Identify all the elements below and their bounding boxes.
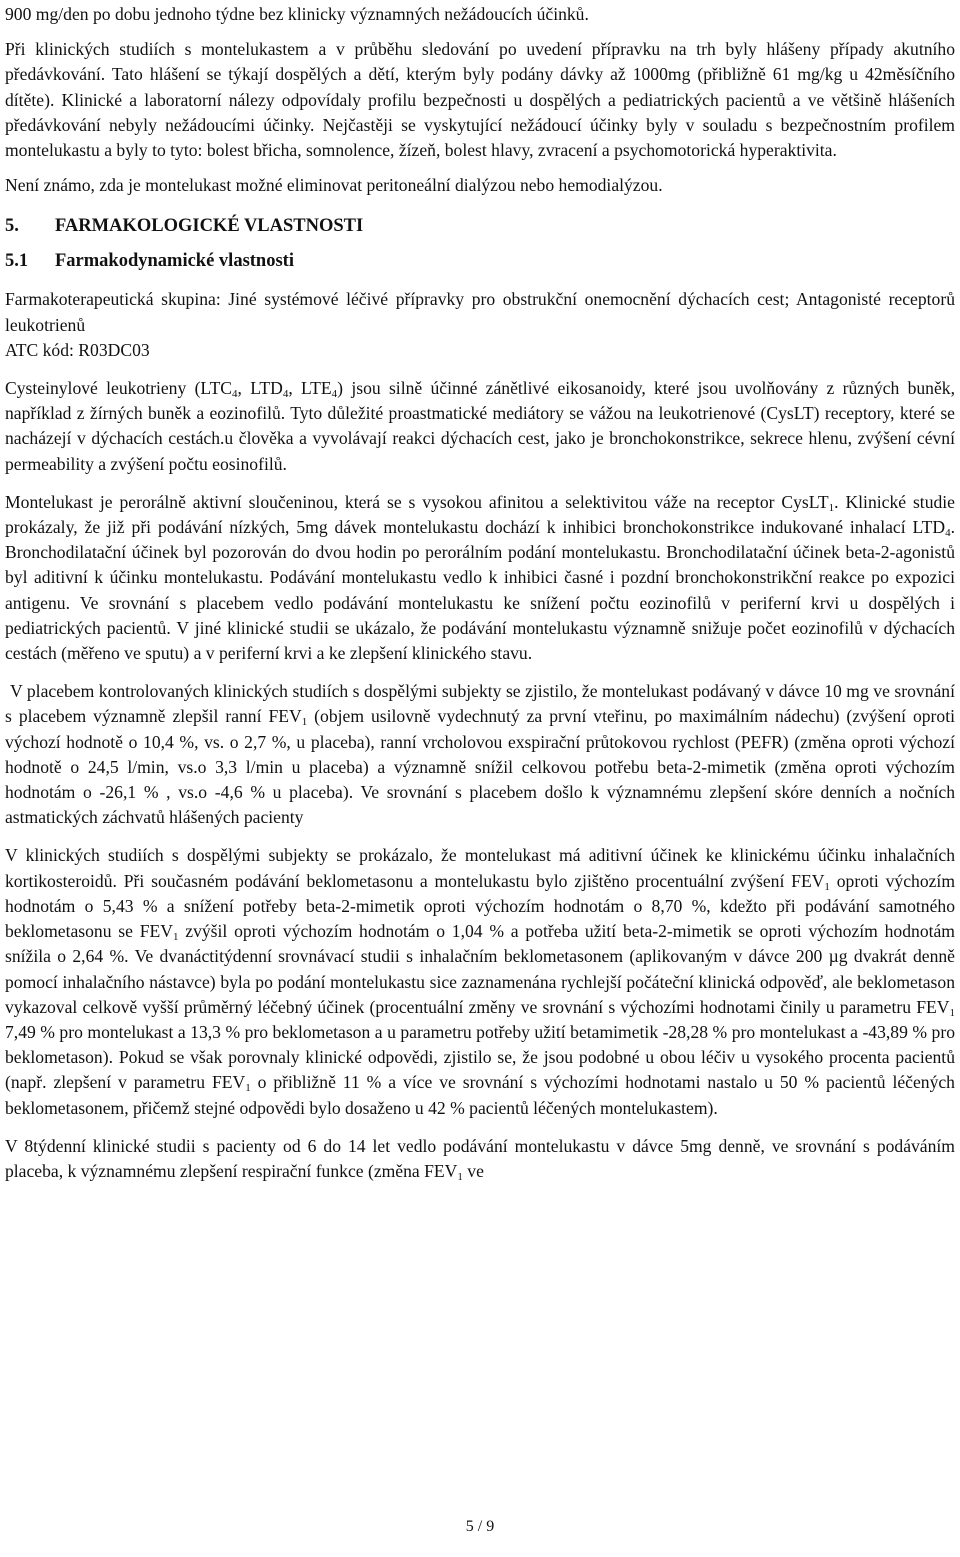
text-run: zvýšil oproti výchozím hodnotám o 1,04 % a potřeba užití beta-2-mimetik se oproti výchozím hodnotám snížila o 2,64 %. Ve dvanáctitýdenní srovnávací studii s inhalačním beklometasonem (aplikovaným v dávce 200 µg dvakrát denně pomocí inhalačního nástavce) byla po podání montelukastu sice zaznamenána rychlejší počáteční klinická odpověď, ale beklometason vykazoval celkově vyšší průměrný léčebný účinek (procentuální změny ve srovnání s výchozími hodnotami činily u parametru FEV — [5, 921, 955, 1017]
text-run: . Klinické studie prokázaly, že již při podávání nízkých, 5mg dávek montelukastu dochází k inhibici bronchokonstrikce indukované inhalací LTD — [5, 491, 955, 538]
paragraph-therapeutic-group: Farmakoterapeutická skupina: Jiné systémové léčivé přípravky pro obstrukční onemocnění dýchacích cest; Antagonisté receptorů leukotrienů — [5, 289, 955, 335]
subscript: 1 — [828, 501, 835, 514]
paragraph-overdose-dose: 900 mg/den po dobu jednoho týdne bez klinicky významných nežádoucích účinků. — [5, 4, 589, 24]
subscript: 1 — [457, 1170, 463, 1183]
subscript: 1 — [824, 880, 830, 893]
text-run: Montelukast je perorálně aktivní sloučeninou, která se s vysokou afinitou a selektivitou váže na receptor CysLT — [5, 491, 829, 512]
subscript: 1 — [949, 1006, 955, 1019]
text-run: Cysteinylové leukotrieny (LTC — [5, 378, 233, 399]
paragraph-atc-code: ATC kód: R03DC03 — [5, 339, 150, 360]
section-heading-5 — [5, 213, 955, 239]
subscript: 4 — [232, 388, 238, 401]
text-run: V klinických studiích s dospělými subjekty se prokázalo, že montelukast má aditivní účinek ke klinickému účinku inhalačních kortikosteroidů. Při současném podávání beklometasonu a montelukastu bylo zjištěno procentuální zvýšení FEV — [5, 845, 955, 891]
subscript: 4 — [282, 388, 289, 401]
text-run: (objem usilovně vydechnutý za první vteřinu, po maximálním nádechu) (zvýšení oproti výchozí hodnotě o 10,4 %, vs. o 2,7 %, u placeba), ranní vrcholovou exspirační průtokovou rychlost (PEFR) (změna oproti výchozí hodnotě o 24,5 l/min, vs.o 3,3 l/min u placeba) a významně snížil celkovou potřebu beta-2-mimetik (změna oproti výchozím hodnotám o -26,1 % , vs.o -4,6 % u placeba). Ve srovnání s placebem došlo k významnému zlepšení skóre denních a nočních astmatických záchvatů hlášených pacienty — [5, 706, 955, 828]
page-number: 5 / 9 — [465, 1518, 495, 1535]
paragraph-pediatric-study — [5, 1134, 955, 1184]
subscript: 1 — [245, 1082, 251, 1095]
section-title: FARMAKOLOGICKÉ VLASTNOSTI — [55, 216, 364, 237]
subscript: 4 — [331, 388, 338, 401]
paragraph-overdose-reports: Při klinických studiích s montelukastem a v průběhu sledování po uvedení přípravku na trh byly hlášeny případy akutního předávkování. Tato hlášení se týkají dospělých a dětí, kterým byly podány dávky až 1000mg (přibližně 61 mg/kg u 42měsíčního dítěte). Klinické a laboratorní nálezy odpovídaly profilu bezpečnosti u dospělých a pediatrických pacientů a ve většině hlášeních předávkování nebyly nežádoucími účinky. Nejčastěji se vyskytující nežádoucí účinky byly v souladu s bezpečnostním profilem montelukastu a byly to tyto: bolest břicha, somnolence, žízeň, bolest hlavy, zvracení a psychomotorická hyperaktivita. — [5, 39, 955, 161]
paragraph-leukotrienes — [5, 376, 955, 477]
text-run: o přibližně 11 % a více ve srovnání s výchozími hodnotami nastalo u 50 % pacientů léčených beklometasonem, přičemž stejné odpovědi bylo dosaženo u 42 % pacientů léčených montelukastem). — [5, 1072, 955, 1118]
paragraph-montelukast-mechanism — [5, 490, 955, 666]
subscript: 4 — [945, 527, 951, 540]
document-page — [5, 2, 955, 1184]
paragraph-placebo-studies — [5, 679, 955, 830]
subscript: 1 — [172, 931, 179, 944]
subsection-title: Farmakodynamické vlastnosti — [55, 251, 294, 272]
section-heading-5-1 — [5, 248, 955, 274]
text-run: . Bronchodilatační účinek byl pozorován do dvou hodin po perorálním podání montelukastu. Bronchodilatační účinek beta-2-agonistů byl aditivní k účinku montelukastu. Podávání montelukastu vedlo k inhibici časné i pozdní bronchokonstrikční reakce po expozici antigenu. Ve srovnání s placebem vedlo podávání montelukastu ke snížení počtu eozinofilů v periferní krvi u dospělých i pediatrických pacientů. V jiné klinické studii se ukázalo, že podávání montelukastu významně snižuje počet eozinofilů v dýchacích cestách (měřeno ve sputu) a v periferní krvi a ke zlepšení klinického stavu. — [5, 517, 955, 664]
text-run: ) jsou silně účinné zánětlivé eikosanoidy, které jsou uvolňovány z různých buněk, například z žírných buněk a eozinofilů. Tyto důležité proastmatické mediátory se vážou na leukotrienové (CysLT) receptory, které se nacházejí v dýchacích cestách.u člověka a vyvolávají reakci dýchacích cest, jako je bronchokonstrikce, sekrece hlenu, zvýšení cévní permeability a zvýšení počtu eosinofilů. — [5, 378, 955, 474]
text-run: V 8týdenní klinické studii s pacienty od 6 do 14 let vedlo podávání montelukastu v dávce 5mg denně, ve srovnání s podáváním placeba, k významnému zlepšení respirační funkce (změna FEV — [5, 1135, 955, 1181]
text-run: oproti výchozím hodnotám o 5,43 % a snížení potřeby beta-2-mimetik oproti výchozím hodnotám o 8,70 %, kdežto při podávání samotného beklometasonu se FEV — [5, 870, 956, 942]
text-run: 7,49 % pro montelukast a 13,3 % pro beklometason a u parametru potřeby užití betamimetik -28,28 % pro montelukast a -43,89 % pro beklometason). Pokud se však porovnaly klinické odpovědi, zjistilo se, že jsou podobné u obou léčiv u vysokého procenta pacientů (např. zlepšení v parametru FEV — [5, 1021, 955, 1093]
subsection-number: 5.1 — [5, 251, 29, 272]
text-run: , LTD — [237, 378, 283, 399]
subscript: 1 — [301, 716, 308, 729]
paragraph-corticosteroid-studies — [5, 843, 955, 1120]
text-run: V placebem kontrolovaných klinických studiích s dospělými subjekty se zjistilo, že montelukast podávaný v dávce 10 mg ve srovnání s placebem významně zlepšil ranní FEV — [5, 681, 955, 727]
section-number: 5. — [5, 216, 19, 237]
text-run: , LTE — [288, 378, 332, 399]
text-run: ve — [462, 1160, 484, 1181]
paragraph-dialysis: Není známo, zda je montelukast možné eliminovat peritoneální dialýzou nebo hemodialýzou. — [5, 175, 663, 196]
